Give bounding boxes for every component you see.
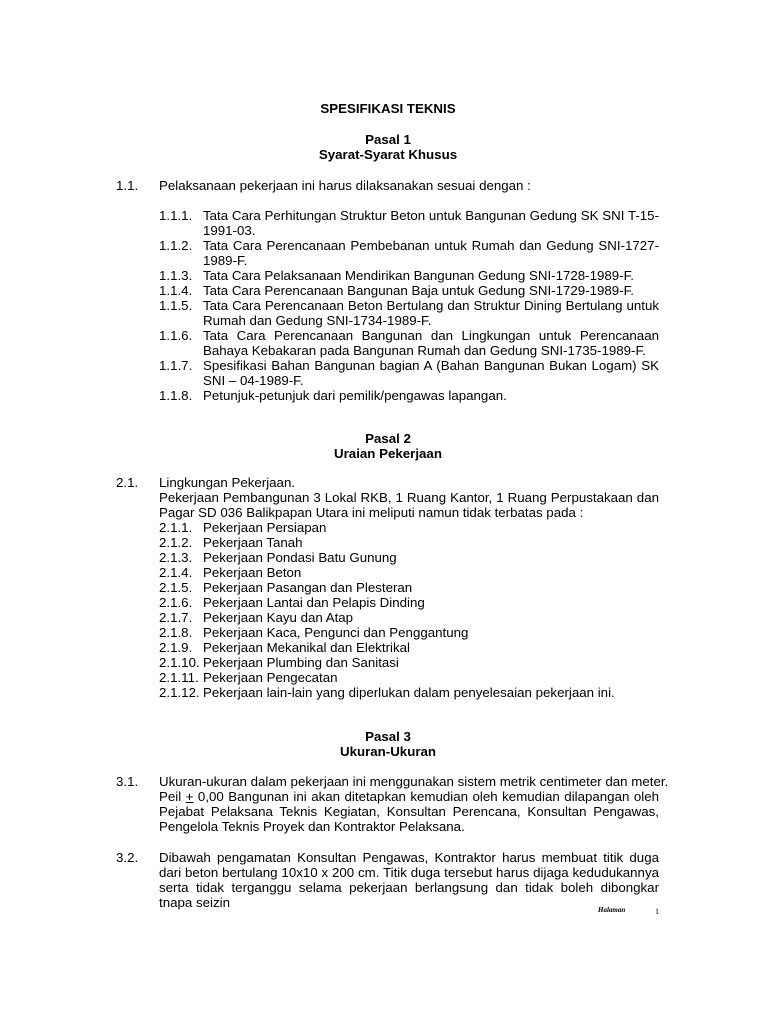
list-item (159, 580, 659, 595)
subitem-number: 2.1.11. (159, 670, 199, 685)
subitem-text: Petunjuk-petunjuk dari pemilik/pengawas lapangan. (203, 388, 507, 403)
subitem-number: 2.1.4. (159, 565, 193, 580)
item-paragraph: Dibawah pengamatan Konsultan Pengawas, Kontraktor harus membuat titik duga dari beton bertulang 10x10 x 200 cm. Titik duga tersebut harus dijaga kedudukannya serta tidak terganggu selama pekerjaan berlangsung dan tidak boleh dibongkar tnapa seizin (159, 850, 659, 910)
list-item (159, 328, 659, 358)
list-item (159, 655, 659, 670)
list-item (159, 238, 659, 268)
item-paragraph: Pekerjaan Pembangunan 3 Lokal RKB, 1 Ruang Kantor, 1 Ruang Perpustakaan dan Pagar SD 036 Balikpapan Utara ini meliputi namun tidak terbatas pada : (159, 490, 659, 520)
subitem-text: Pekerjaan lain-lain yang diperlukan dalam penyelesaian pekerjaan ini. (203, 685, 615, 700)
peil-text: 0,00 Bangunan ini akan ditetapkan kemudian oleh kemudian dilapangan oleh Pejabat Pelaksana Teknis Kegiatan, Konsultan Perencana, Konsultan Pengawas, Pengelola Teknis Proyek dan Kontraktor Pelaksana. (159, 789, 659, 834)
list-item (159, 685, 659, 700)
subitem-text: Spesifikasi Bahan Bangunan bagian A (Bahan Bangunan Bukan Logam) SK SNI – 04-1989-F. (203, 358, 659, 388)
pasal-3-heading: Ukuran-Ukuran (339, 744, 437, 759)
subitem-text: Tata Cara Perencanaan Pembebanan untuk Rumah dan Gedung SNI-1727-1989-F. (203, 238, 659, 268)
subitem-text: Tata Cara Perencanaan Bangunan Baja untuk Gedung SNI-1729-1989-F. (203, 283, 634, 298)
subitem-text: Pekerjaan Plumbing dan Sanitasi (203, 655, 399, 670)
item-number: 3.1. (116, 774, 139, 789)
subitem-number: 1.1.2. (159, 238, 193, 253)
subitem-list-2-1 (159, 520, 659, 700)
subitem-number: 1.1.8. (159, 388, 193, 403)
subitem-text: Tata Cara Pelaksanaan Mendirikan Bangunan Gedung SNI-1728-1989-F. (203, 268, 634, 283)
pasal-1-heading: Syarat-Syarat Khusus (318, 147, 458, 162)
subitem-text: Pekerjaan Pengecatan (203, 670, 338, 685)
document-title: SPESIFIKASI TEKNIS (320, 101, 456, 116)
list-item (159, 550, 659, 565)
subitem-list-1-1 (159, 208, 659, 403)
subitem-number: 2.1.10. (159, 655, 200, 670)
subitem-text: Pekerjaan Beton (203, 565, 302, 580)
subitem-text: Pekerjaan Kaca, Pengunci dan Penggantung (203, 625, 469, 640)
item-paragraph (159, 789, 659, 834)
plus-minus-symbol: + (185, 789, 194, 804)
list-item (159, 388, 659, 403)
list-item (159, 208, 659, 238)
subitem-text: Pekerjaan Mekanikal dan Elektrikal (203, 640, 410, 655)
list-item (159, 640, 659, 655)
pasal-2-label: Pasal 2 (365, 431, 411, 446)
item-text: Lingkungan Pekerjaan. (159, 475, 296, 490)
item-number: 3.2. (116, 850, 139, 865)
subitem-text: Pekerjaan Kayu dan Atap (203, 610, 354, 625)
subitem-text: Pekerjaan Pasangan dan Plesteran (203, 580, 413, 595)
pasal-2-heading: Uraian Pekerjaan (334, 446, 442, 461)
subitem-number: 2.1.1. (159, 520, 193, 535)
subitem-number: 2.1.2. (159, 535, 193, 550)
list-item (159, 670, 659, 685)
item-number: 1.1. (116, 178, 139, 193)
pasal-3-label: Pasal 3 (365, 729, 411, 744)
list-item (159, 298, 659, 328)
subitem-text: Tata Cara Perencanaan Bangunan dan Lingkungan untuk Perencanaan Bahaya Kebakaran pada Bangunan Rumah dan Gedung SNI-1735-1989-F. (203, 328, 659, 358)
subitem-text: Pekerjaan Tanah (203, 535, 303, 550)
subitem-text: Pekerjaan Lantai dan Pelapis Dinding (203, 595, 425, 610)
list-item (159, 535, 659, 550)
list-item (159, 610, 659, 625)
footer-page-label: Halaman (598, 906, 626, 914)
subitem-text: Tata Cara Perencanaan Beton Bertulang dan Struktur Dining Bertulang untuk Rumah dan Gedung SNI-1734-1989-F. (203, 298, 659, 328)
item-text: Pelaksanaan pekerjaan ini harus dilaksanakan sesuai dengan : (159, 178, 531, 193)
subitem-number: 2.1.8. (159, 625, 193, 640)
pasal-1-label: Pasal 1 (365, 132, 411, 147)
list-item (159, 520, 659, 535)
peil-prefix: Peil (159, 789, 186, 804)
subitem-text: Tata Cara Perhitungan Struktur Beton untuk Bangunan Gedung SK SNI T-15-1991-03. (203, 208, 659, 238)
subitem-number: 1.1.1. (159, 208, 193, 223)
subitem-number: 2.1.6. (159, 595, 193, 610)
subitem-number: 1.1.7. (159, 358, 193, 373)
list-item (159, 625, 659, 640)
list-item (159, 358, 659, 388)
list-item (159, 565, 659, 580)
subitem-text: Pekerjaan Persiapan (203, 520, 327, 535)
subitem-number: 1.1.6. (159, 328, 193, 343)
footer-page-number: 1 (655, 907, 659, 916)
item-text: Ukuran-ukuran dalam pekerjaan ini menggunakan sistem metrik centimeter dan meter. (159, 774, 669, 789)
item-number: 2.1. (116, 475, 139, 490)
subitem-number: 1.1.3. (159, 268, 193, 283)
subitem-number: 2.1.5. (159, 580, 193, 595)
subitem-text: Pekerjaan Pondasi Batu Gunung (203, 550, 397, 565)
subitem-number: 1.1.4. (159, 283, 193, 298)
list-item (159, 595, 659, 610)
subitem-number: 1.1.5. (159, 298, 193, 313)
list-item (159, 268, 659, 283)
subitem-number: 2.1.12. (159, 685, 200, 700)
list-item (159, 283, 659, 298)
subitem-number: 2.1.9. (159, 640, 193, 655)
subitem-number: 2.1.7. (159, 610, 193, 625)
subitem-number: 2.1.3. (159, 550, 193, 565)
